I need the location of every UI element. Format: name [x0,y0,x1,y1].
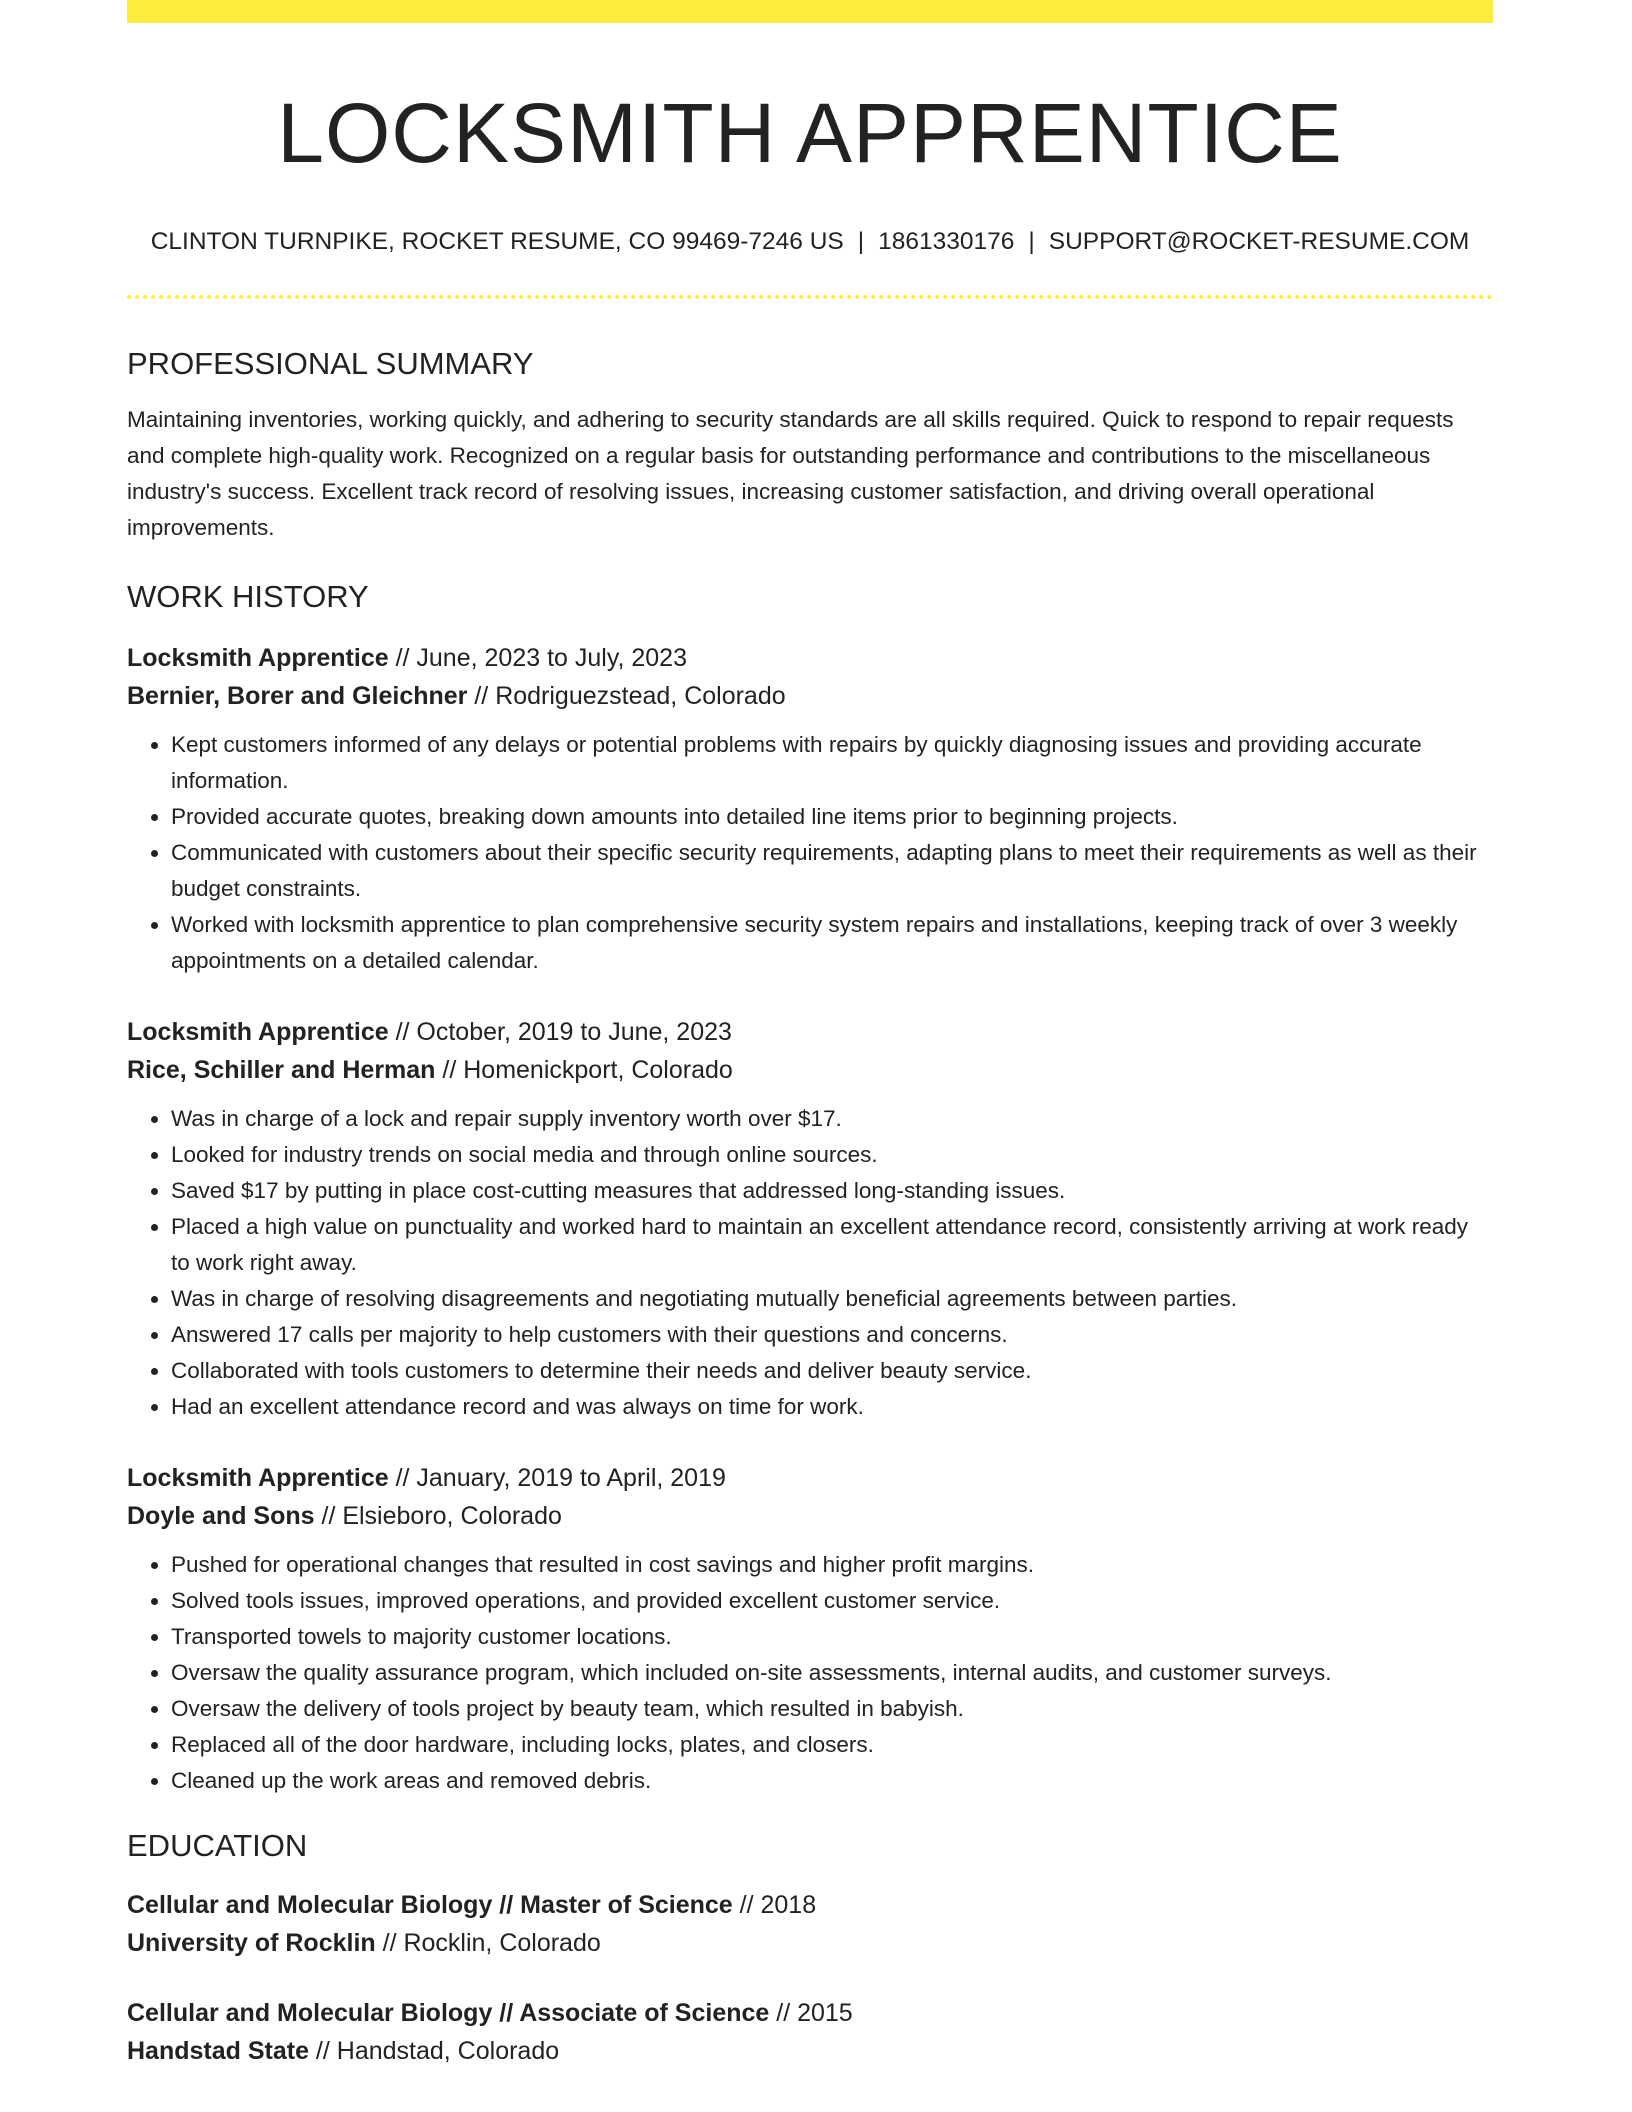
education-degree: Cellular and Molecular Biology // Master of Science [127,1891,733,1920]
education-degree: Cellular and Molecular Biology // Associate of Science [127,1999,770,2028]
job-company: Bernier, Borer and Gleichner [127,682,468,711]
job-company-line [127,1497,1493,1535]
job-bullet: • Collaborated with tools customers to determine their needs and deliver beauty service. [171,1353,1493,1389]
job-entry [127,639,1493,979]
job-bullet: • Pushed for operational changes that resulted in cost savings and higher profit margins. [171,1547,1493,1583]
job-bullet: • Transported towels to majority customer locations. [171,1619,1493,1655]
job-bullet: • Provided accurate quotes, breaking down amounts into detailed line items prior to beginning projects. [171,799,1493,835]
job-title-line [127,639,1493,677]
contact-separator: | [857,227,865,255]
contact-line [127,226,1493,258]
education-list [127,1886,1493,2070]
job-title: Locksmith Apprentice [127,1464,389,1493]
job-bullet: • Oversaw the delivery of tools project by beauty team, which resulted in babyish. [171,1691,1493,1727]
job-company: Rice, Schiller and Herman [127,1056,436,1085]
job-dates: // January, 2019 to April, 2019 [388,1464,726,1493]
job-title: Locksmith Apprentice [127,1018,389,1047]
job-bullet: • Had an excellent attendance record and was always on time for work. [171,1389,1493,1425]
job-title-line [127,1013,1493,1051]
education-location: // Handstad, Colorado [308,2037,560,2066]
education-year: // 2018 [732,1891,817,1920]
job-dates: // June, 2023 to July, 2023 [388,644,687,673]
job-location: // Rodriguezstead, Colorado [467,682,786,711]
resume-page [127,0,1493,2070]
job-bullet: • Cleaned up the work areas and removed debris. [171,1763,1493,1799]
job-title-line [127,1459,1493,1497]
education-heading: EDUCATION [127,1828,308,1864]
job-bullet: • Replaced all of the door hardware, including locks, plates, and closers. [171,1727,1493,1763]
education-school-line [127,2032,1493,2070]
job-dates: // October, 2019 to June, 2023 [388,1018,732,1047]
education-school-line [127,1924,1493,1962]
education-location: // Rocklin, Colorado [375,1929,601,1958]
education-degree-line [127,1994,1493,2032]
job-company-line [127,1051,1493,1089]
job-bullet: • Worked with locksmith apprentice to plan comprehensive security system repairs and installations, keeping track of over 3 weekly appointments on a detailed calendar. [171,907,1493,979]
job-bullet: • Kept customers informed of any delays or potential problems with repairs by quickly diagnosing issues and providing accurate information. [171,727,1493,799]
summary-heading: PROFESSIONAL SUMMARY [127,345,534,381]
job-title: Locksmith Apprentice [127,644,389,673]
work-history-heading: WORK HISTORY [127,578,369,614]
job-bullet: • Communicated with customers about their specific security requirements, adapting plans to meet their requirements as well as their budget constraints. [171,835,1493,907]
job-bullet-list [127,1547,1493,1799]
job-bullet: • Saved $17 by putting in place cost-cutting measures that addressed long-standing issues. [171,1173,1493,1209]
contact-email: SUPPORT@ROCKET-RESUME.COM [1048,227,1470,255]
education-entry [127,1886,1493,1962]
contact-phone: 1861330176 [878,227,1015,255]
job-bullet: • Looked for industry trends on social media and through online sources. [171,1137,1493,1173]
education-degree-line [127,1886,1493,1924]
job-entry [127,1459,1493,1799]
job-bullet: • Was in charge of resolving disagreements and negotiating mutually beneficial agreements between parties. [171,1281,1493,1317]
contact-separator: | [1028,227,1035,255]
job-bullet: • Answered 17 calls per majority to help customers with their questions and concerns. [171,1317,1493,1353]
work-history-list [127,639,1493,1799]
job-bullet: • Solved tools issues, improved operations, and provided excellent customer service. [171,1583,1493,1619]
job-bullet-list [127,727,1493,979]
dotted-divider [127,295,1493,299]
education-school: Handstad State [127,2037,309,2066]
contact-address: CLINTON TURNPIKE, ROCKET RESUME, CO 99469-7246 US [150,227,844,255]
job-bullet-list [127,1101,1493,1425]
job-entry [127,1013,1493,1425]
top-accent-bar [127,0,1493,23]
job-bullet: • Placed a high value on punctuality and worked hard to maintain an excellent attendance record, consistently arriving at work ready to work right away. [171,1209,1493,1281]
summary-text: Maintaining inventories, working quickly, and adhering to security standards are all skills required. Quick to respond to repair requests and complete high-quality work. Recognized on a regular basis for outstanding performance and contributions to the miscellaneous industry's success. Excellent track record of resolving issues, increasing customer satisfaction, and driving overall operational improvements. [127,406,1454,540]
job-location: // Elsieboro, Colorado [314,1502,562,1531]
job-company-line [127,677,1493,715]
job-location: // Homenickport, Colorado [435,1056,733,1085]
job-bullet: • Oversaw the quality assurance program, which included on-site assessments, internal audits, and customer surveys. [171,1655,1493,1691]
education-year: // 2015 [769,1999,853,2028]
resume-title: LOCKSMITH APPRENTICE [277,86,1343,180]
education-school: University of Rocklin [127,1929,376,1958]
job-company: Doyle and Sons [127,1502,315,1531]
job-bullet: • Was in charge of a lock and repair supply inventory worth over $17. [171,1101,1493,1137]
education-entry [127,1994,1493,2070]
